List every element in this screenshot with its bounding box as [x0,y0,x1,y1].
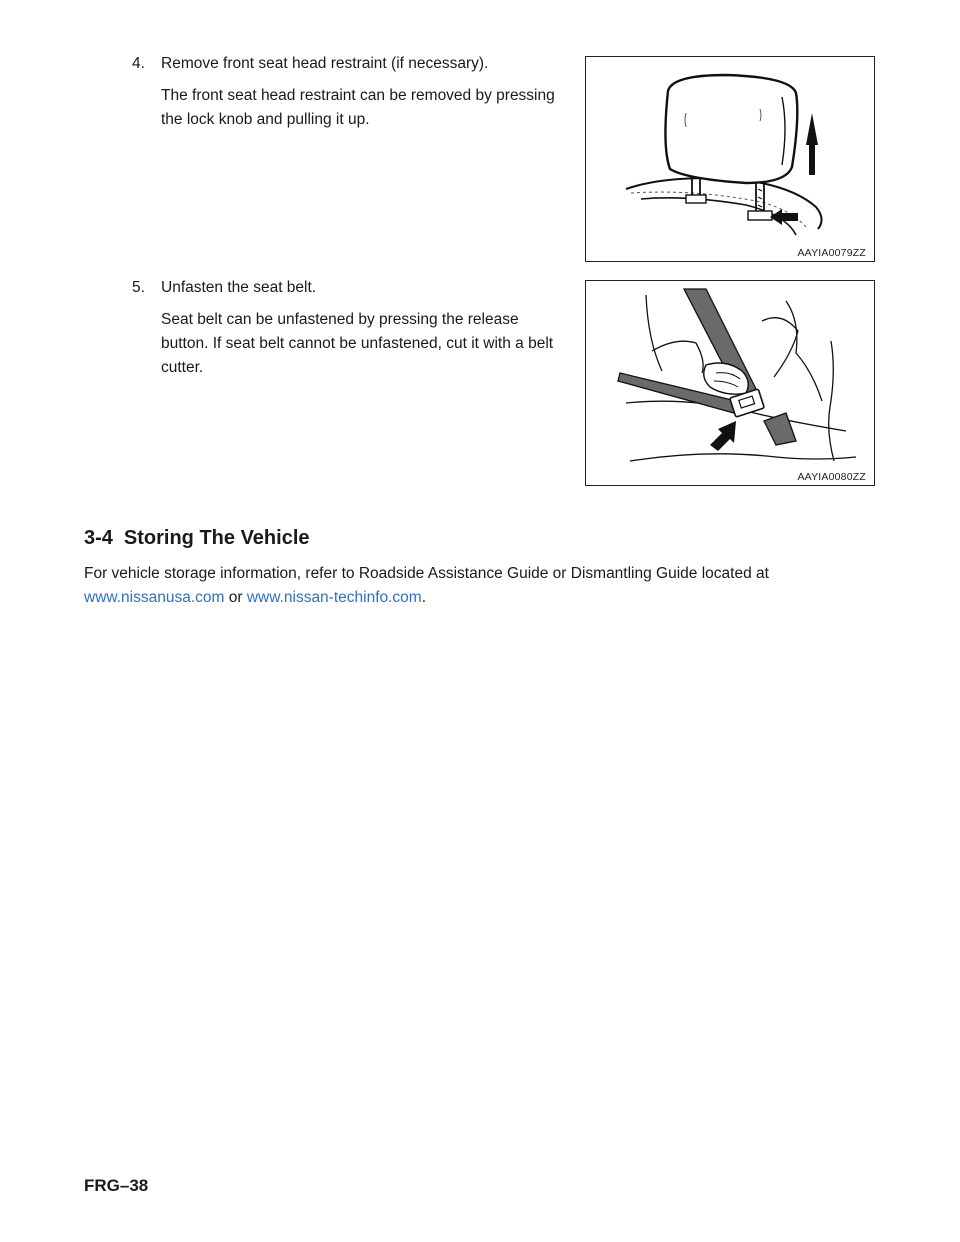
nissanusa-link[interactable]: www.nissanusa.com [84,589,225,606]
section-body [84,562,864,610]
figure-code: AAYIA0080ZZ [797,471,866,483]
seat-belt-figure [585,280,875,486]
seat-belt-illustration [586,281,874,485]
section-body-text: For vehicle storage information, refer to Roadside Assistance Guide or Dismantling Guide located at [84,565,769,582]
step-title: Unfasten the seat belt. [161,279,317,296]
end-punctuation: . [421,589,427,606]
section-heading [84,527,310,550]
figure-code: AAYIA0079ZZ [797,247,866,259]
step-description: Seat belt can be unfastened by pressing the release button. If seat belt cannot be unfastened, cut it with a belt cutter. [161,311,554,376]
step-description: The front seat head restraint can be removed by pressing the lock knob and pulling it up. [161,87,555,128]
nissan-techinfo-link[interactable]: www.nissan-techinfo.com [246,589,422,606]
page-number: FRG–38 [84,1176,149,1195]
step-number: 4. [132,55,145,72]
section-number: 3-4 [84,527,113,549]
link-connector: or [228,589,243,606]
head-restraint-figure [585,56,875,262]
step-number: 5. [132,279,145,296]
section-title: Storing The Vehicle [123,527,310,549]
step-title: Remove front seat head restraint (if necessary). [161,55,489,72]
head-restraint-illustration [586,57,874,261]
